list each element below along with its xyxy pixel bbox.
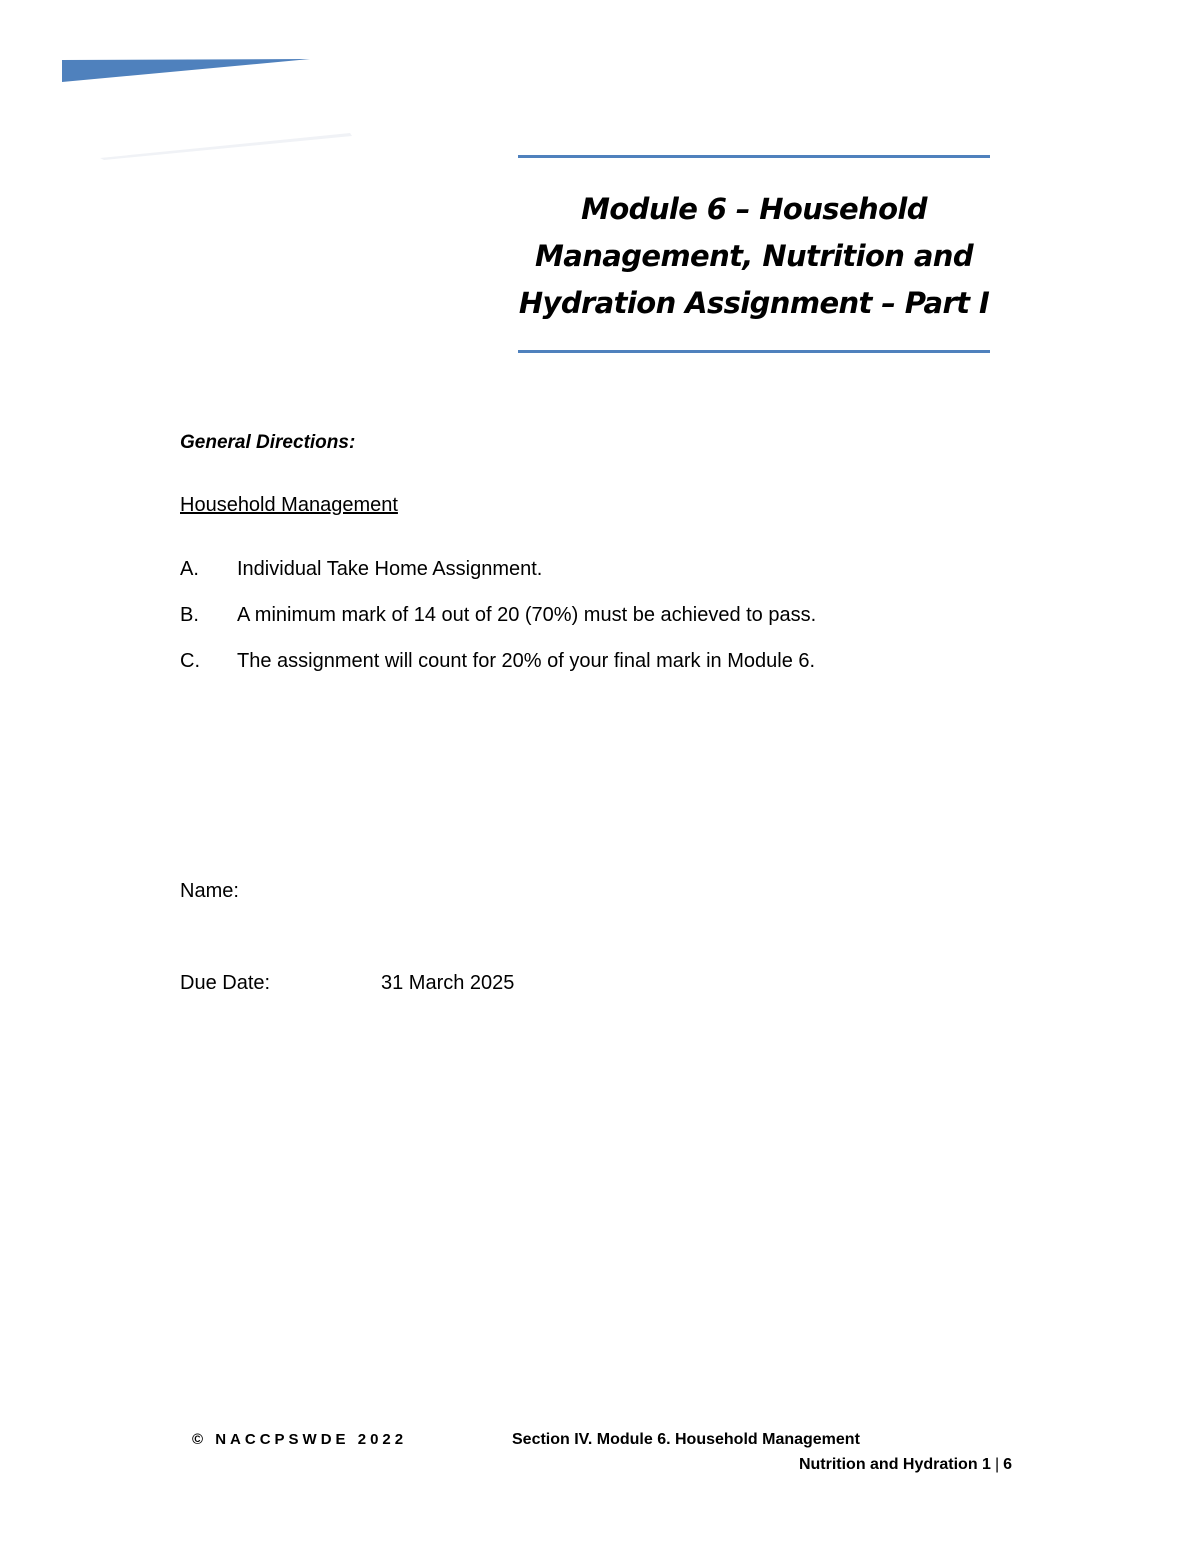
title-top-rule	[518, 155, 990, 158]
due-date-value: 31 March 2025	[381, 972, 515, 994]
list-item-text: Individual Take Home Assignment.	[237, 558, 543, 580]
footer-section-text: Section IV. Module 6. Household Management	[512, 1431, 860, 1448]
list-item-text: The assignment will count for 20% of your final mark in Module 6.	[237, 650, 816, 672]
title-line-3: Hydration Assignment – Part I	[518, 286, 990, 320]
footer-page-number	[799, 1456, 1012, 1474]
due-date-label: Due Date:	[180, 972, 271, 994]
list-item	[180, 650, 815, 673]
footer-page-total: 6	[1003, 1456, 1012, 1473]
title-line-2: Management, Nutrition and	[534, 239, 974, 273]
list-item-text: A minimum mark of 14 out of 20 (70%) must be achieved to pass.	[237, 604, 817, 626]
list-item	[180, 558, 542, 581]
title-bottom-rule	[518, 350, 990, 353]
household-management-heading: Household Management	[180, 494, 398, 516]
blue-swoosh-shape	[62, 59, 310, 82]
list-item-letter: B.	[180, 604, 199, 626]
name-label: Name:	[180, 880, 239, 902]
footer-copyright: © NACCPSWDE 2022	[192, 1431, 408, 1448]
general-directions-heading: General Directions:	[180, 432, 356, 453]
list-item-letter: C.	[180, 650, 200, 672]
list-item	[180, 604, 816, 627]
page-title	[518, 186, 990, 327]
list-item-letter: A.	[180, 558, 199, 580]
title-line-1: Module 6 – Household	[581, 192, 927, 226]
footer-page-label: Nutrition and Hydration 1	[798, 1456, 991, 1473]
grey-swoosh-shape	[100, 133, 352, 160]
footer-separator: |	[994, 1456, 1000, 1473]
header-swoosh-decoration	[0, 0, 400, 170]
